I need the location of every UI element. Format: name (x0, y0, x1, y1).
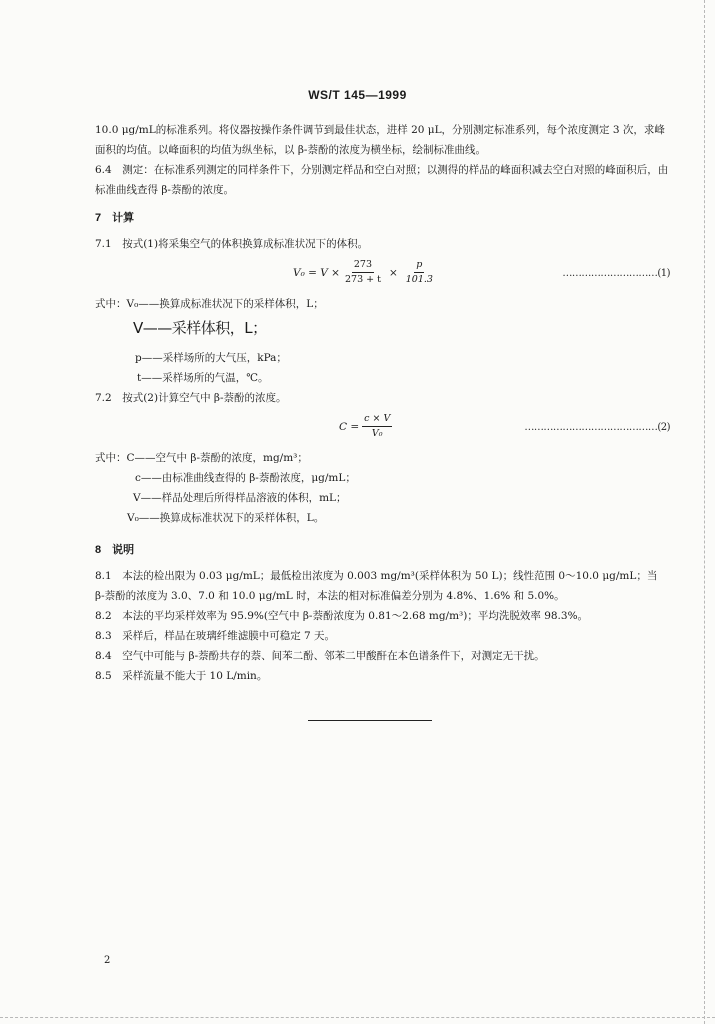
paragraph-7-2: 7.2 按式(2)计算空气中 β-萘酚的浓度。 (95, 392, 287, 404)
formula-2 (95, 410, 670, 444)
formula-2-denominator: V₀ (371, 428, 383, 439)
paragraph-8-4: 8.4 空气中可能与 β-萘酚共存的萘、间苯二酚、邻苯二甲酸酐在本色谱条件下，对测定无干扰。 (95, 650, 545, 662)
where-2-c-lower: c——由标准曲线查得的 β-萘酚浓度，μg/mL； (135, 472, 356, 484)
formula-1-lhs: V₀ = V × (293, 266, 340, 279)
formula-1-frac2-numerator: p (414, 258, 424, 273)
where-1-v0: 式中：V₀——换算成标准状况下的采样体积，L； (95, 298, 324, 310)
paragraph-6-3-continued: 10.0 μg/mL的标准系列。将仪器按操作条件调节到最佳状态，进样 20 μL，分别测定标准系列，每个浓度测定 3 次，求峰面积的均值。以峰面积的均值为纵坐标，以 β-萘酚的浓度为横坐标，绘制标准曲线。 (95, 124, 665, 156)
paragraph-8-3: 8.3 采样后，样品在玻璃纤维滤膜中可稳定 7 天。 (95, 630, 336, 642)
where-1-t: t——采样场所的气温，℃。 (137, 372, 269, 384)
formula-1-fraction-2 (404, 258, 435, 287)
formula-1-number: …………………………(1) (562, 268, 670, 279)
formula-2-number: ……………………………………(2) (524, 422, 670, 433)
formula-2-fraction (362, 412, 392, 441)
formula-1-times: × (388, 266, 398, 279)
where-block-1 (95, 294, 670, 388)
page-number: 2 (104, 955, 111, 966)
section-7-heading: 7 计算 (95, 212, 135, 224)
formula-1-frac1-denominator: 273 + t (344, 274, 381, 285)
where-1-v: V——采样体积，L； (133, 319, 267, 337)
formula-2-expression (339, 412, 395, 441)
document-body (95, 120, 670, 686)
paragraph-6-4: 6.4 测定：在标准系列测定的同样条件下，分别测定样品和空白对照；以测得的样品的峰面积减去空白对照的峰面积后，由标准曲线查得 β-萘酚的浓度。 (95, 164, 669, 196)
formula-2-numerator: c × V (362, 412, 392, 427)
where-2-c-upper: 式中：C——空气中 β-萘酚的浓度，mg/m³； (95, 452, 308, 464)
formula-1-expression (293, 258, 438, 287)
paragraph-8-1: 8.1 本法的检出限为 0.03 μg/mL；最低检出浓度为 0.003 mg/m³(采样体积为 50 L)；线性范围 0～10.0 μg/mL；当 β-萘酚的浓度为 3.0、7.0 和 10.0 μg/mL 时，本法的相对标准偏差分别为 4.8%、1.6% 和 5.0%。 (95, 570, 658, 602)
where-2-v0: V₀——换算成标准状况下的采样体积，L。 (127, 512, 325, 524)
section-8-heading: 8 说明 (95, 544, 135, 556)
formula-1-fraction-1 (343, 258, 383, 287)
end-rule (308, 720, 432, 721)
page-edge (704, 0, 705, 1024)
standard-number-header: WS/T 145—1999 (308, 88, 407, 102)
page-edge-bottom (0, 1017, 715, 1018)
paragraph-8-2: 8.2 本法的平均采样效率为 95.9%(空气中 β-萘酚浓度为 0.81～2.68 mg/m³)；平均洗脱效率 98.3%。 (95, 610, 589, 622)
formula-2-lhs: C = (339, 420, 360, 433)
where-block-2 (95, 448, 670, 528)
formula-1-frac1-numerator: 273 (352, 258, 374, 273)
formula-1 (95, 256, 670, 290)
paragraph-8-5: 8.5 采样流量不能大于 10 L/min。 (95, 670, 268, 682)
where-2-v: V——样品处理后所得样品溶液的体积，mL； (133, 492, 347, 504)
where-1-p: p——采样场所的大气压，kPa； (135, 352, 287, 364)
paragraph-7-1: 7.1 按式(1)将采集空气的体积换算成标准状况下的体积。 (95, 238, 369, 250)
formula-1-frac2-denominator: 101.3 (405, 274, 433, 285)
